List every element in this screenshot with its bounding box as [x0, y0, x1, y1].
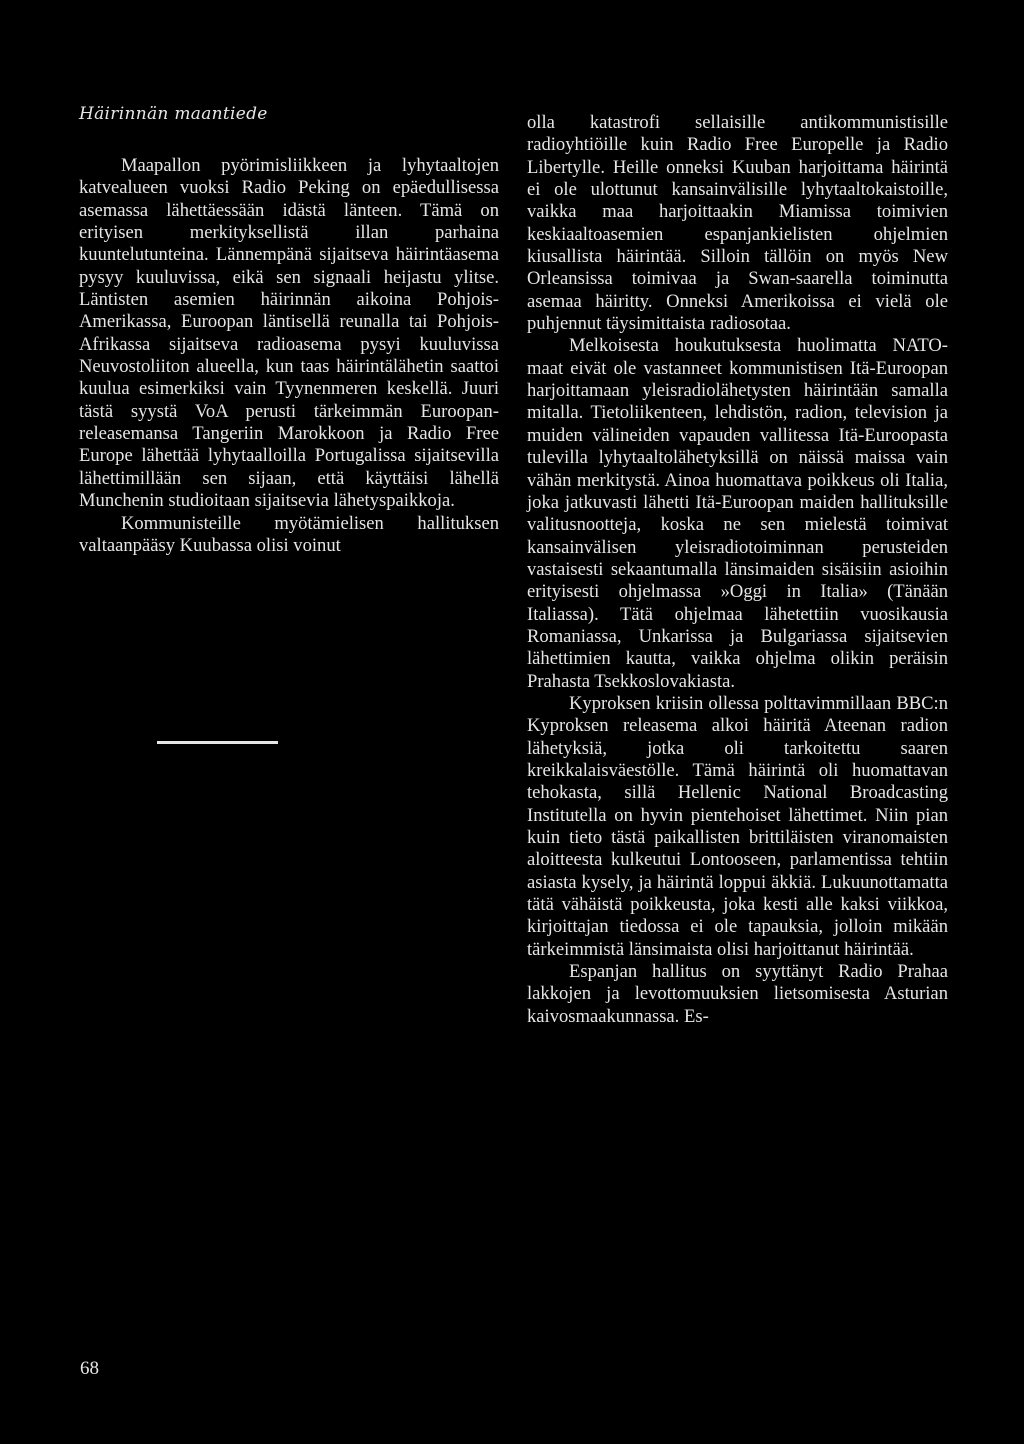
right-paragraph-1: olla katastrofi sellaisille antikommunistisille radioyhtiöille kuin Radio Free Europelle ja Radio Libertylle. Heille onneksi Kuuban harjoittama häirintä ei ole ulottunut kansainvälisille lyhytaaltokaistoille, vaikka maa harjoittaakin Miamissa toimivien keskiaaltoasemien espanjankielisten ohjelmien kiusallista häirintää. Silloin tällöin on myös New Orleansissa toimivaa ja Swan-saarella toiminutta asemaa häiritty. Onneksi Amerikoissa ei vielä ole puhjennut täysimittaista radiosotaa.: [527, 112, 948, 335]
left-paragraph-1: Maapallon pyörimisliikkeen ja lyhytaaltojen katvealueen vuoksi Radio Peking on epäedullisessa asemassa lähettäessään idästä länteen. Tämä on erityisen merkityksellistä illan parhaina kuuntelutunteina. Lännempänä sijaitseva häirintäasema pysyy kuuluvissa, eikä sen signaali heijastu ylitse. Läntisten asemien häirinnän aikoina Pohjois-Amerikassa, Euroopan läntisellä reunalla tai Pohjois-Afrikassa sijaitseva radioasema pysyi kuuluvissa Neuvostoliiton alueella, kun taas häirintälähetin saattoi kuulua esimerkiksi vain Tyynenmeren keskellä. Juuri tästä syystä VoA perusti tärkeimmän Euroopan-releasemansa Tangeriin Marokkoon ja Radio Free Europe lähettää lyhytaalloilla Portugalissa sijaitsevilla lähettimillään sen sijaan, että käyttäisi lähellä Munchenin studioitaan sijaitsevia lähetyspaikkoja.: [79, 155, 499, 512]
right-paragraph-4: Espanjan hallitus on syyttänyt Radio Prahaa lakkojen ja levottomuuksien lietsomisesta Asturian kaivosmaakunnassa. Es-: [527, 961, 948, 1027]
right-paragraph-3: Kyproksen kriisin ollessa polttavimmillaan BBC:n Kyproksen releasema alkoi häiritä Ateenan radion lähetyksiä, jotka oli tarkoitettu saaren kreikkalaisväestölle. Tämä häirintä oli huomattavan tehokasta, sillä Hellenic National Broadcasting Institutella on hyvin pientehoiset lähettimet. Niin pian kuin tieto tästä paikallisten brittiläisten viranomaisten aloitteesta kulkeutui Lontooseen, parlamentissa tehtiin asiasta kysely, ja häirintä loppui äkkiä. Lukuunottamatta tätä vähäistä poikkeusta, joka kesti alle kaksi viikkoa, kirjoittajan tiedossa ei ole tapauksia, jolloin mikään tärkeimmistä länsimaista olisi harjoittanut häirintää.: [527, 692, 948, 960]
right-paragraph-2: Melkoisesta houkutuksesta huolimatta NATO-maat eivät ole vastanneet kommunistisen Itä-Euroopan harjoittamaan yleisradiolähetysten häirintään samalla mitalla. Tietoliikenteen, lehdistön, radion, television ja muiden välineiden vapauden vallitessa Itä-Euroopasta tulevilla lyhytaaltolähetyksillä on näissä maissa vain vähän merkitystä. Ainoa huomattava poikkeus oli Italia, joka jatkuvasti lähetti Itä-Euroopan maiden hallituksille valitusnootteja, koska ne sen mielestä toimivat kansainvälisen yleisradiotoiminnan perusteiden vastaisesti sekaantumalla länsimaiden sisäisiin asioihin erityisesti ohjelmassa »Oggi in Italia» (Tänään Italiassa). Tätä ohjelmaa lähetettiin vuosikausia Romaniassa, Unkarissa ja Bulgariassa sijaitsevien lähettimien kautta, vaikka ohjelma olikin peräisin Prahasta Tsekkoslovakiasta.: [527, 335, 948, 692]
section-divider-rule: [157, 741, 278, 744]
right-column: [527, 112, 948, 1028]
page-number: 68: [80, 1358, 99, 1379]
left-paragraph-2: Kommunisteille myötämielisen hallituksen valtaanpääsy Kuubassa olisi voinut: [79, 512, 499, 556]
section-heading: Häirinnän maantiede: [79, 104, 268, 124]
left-column: [79, 155, 499, 557]
